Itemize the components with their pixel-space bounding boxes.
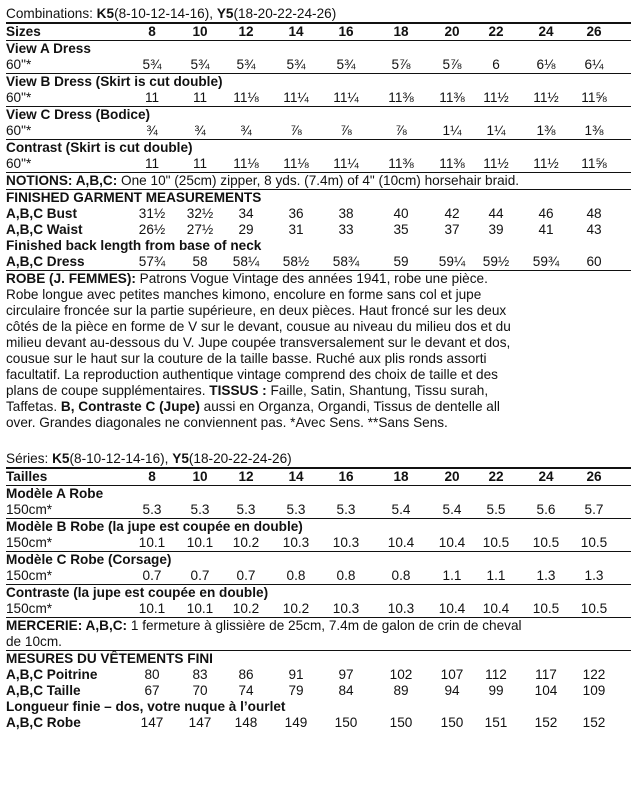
row-value: 91 bbox=[288, 667, 304, 682]
size-column-header: 20 bbox=[444, 24, 460, 39]
yardage-value: ¾ bbox=[146, 123, 158, 138]
yardage-row bbox=[6, 568, 631, 584]
notions-text: One 10" (25cm) zipper, 8 yds. (7.4m) of 4" (10cm) horsehair braid. bbox=[117, 173, 520, 188]
row-value: 58¼ bbox=[232, 254, 260, 269]
yardage-value: 5.6 bbox=[536, 502, 556, 517]
yardage-value: 1.1 bbox=[442, 568, 462, 583]
yardage-value: 5¾ bbox=[142, 57, 162, 72]
size-column-header: 24 bbox=[538, 24, 554, 39]
yardage-value: 1.3 bbox=[584, 568, 604, 583]
description-line bbox=[6, 415, 631, 431]
yardage-value: 11 bbox=[192, 156, 208, 171]
row-value: 48 bbox=[586, 206, 602, 221]
yardage-value: 11⅛ bbox=[283, 156, 309, 171]
yardage-value: 5.7 bbox=[584, 502, 604, 517]
row-value: 148 bbox=[234, 715, 258, 730]
row-value: 89 bbox=[393, 683, 409, 698]
fabric-width: 150cm* bbox=[6, 502, 53, 517]
description-text: milieu devant au-dessous du V. Jupe coupée transversalement sur le devant et dos, bbox=[6, 335, 511, 350]
size-column-header: 16 bbox=[338, 469, 354, 484]
size-column-header: 8 bbox=[148, 469, 156, 484]
size-column-header: 26 bbox=[586, 24, 602, 39]
description-text: Faille, Satin, Shantung, Tissu surah, bbox=[266, 383, 489, 398]
row-value: 38 bbox=[338, 206, 354, 221]
yardage-row bbox=[6, 123, 631, 139]
mercerie-text-cont: de 10cm. bbox=[6, 634, 62, 649]
view-title-line bbox=[6, 140, 631, 156]
row-value: 59¾ bbox=[532, 254, 560, 269]
size-column-header: 10 bbox=[192, 469, 208, 484]
yardage-row bbox=[6, 502, 631, 518]
description-line bbox=[6, 319, 631, 335]
description-line bbox=[6, 351, 631, 367]
finished-measurements-title: MESURES DU VÊTEMENTS FINI bbox=[6, 651, 213, 666]
yardage-value: 5¾ bbox=[190, 57, 210, 72]
description-line bbox=[6, 383, 631, 399]
row-value: 43 bbox=[586, 222, 602, 237]
size-column-header: 18 bbox=[393, 24, 409, 39]
description-bold: B, Contraste C (Jupe) bbox=[60, 399, 200, 414]
view-title: Contraste (la jupe est coupée en double) bbox=[6, 585, 269, 600]
yardage-value: 10.2 bbox=[232, 535, 260, 550]
size-column-header: 26 bbox=[586, 469, 602, 484]
description-text: cousue sur le haut sur la couture de la taille basse. Ruché aux plis ronds assorti bbox=[6, 351, 487, 366]
row-value: 58¾ bbox=[332, 254, 360, 269]
back-length-title: Longueur finie – dos, votre nuque à l’ourlet bbox=[6, 699, 286, 714]
row-value: 70 bbox=[192, 683, 208, 698]
yardage-value: 10.5 bbox=[482, 535, 510, 550]
poitrine-row bbox=[6, 667, 631, 683]
row-value: 37 bbox=[444, 222, 460, 237]
row-value: 152 bbox=[582, 715, 606, 730]
yardage-row bbox=[6, 535, 631, 551]
yardage-value: 5.3 bbox=[286, 502, 306, 517]
yardage-value: 10.1 bbox=[186, 535, 214, 550]
row-value: 74 bbox=[238, 683, 254, 698]
row-value: 151 bbox=[484, 715, 508, 730]
yardage-value: 11⅜ bbox=[439, 156, 465, 171]
row-value: 147 bbox=[140, 715, 164, 730]
yardage-value: 1⅜ bbox=[584, 123, 604, 138]
row-value: 67 bbox=[144, 683, 160, 698]
row-value: 41 bbox=[538, 222, 554, 237]
size-column-header: 16 bbox=[338, 24, 354, 39]
description-text: facultatif. La reproduction authentique vintage comprend des choix de taille et des bbox=[6, 367, 498, 382]
description-text: Taffetas. bbox=[6, 399, 61, 414]
fabric-width: 150cm* bbox=[6, 568, 53, 583]
row-value: 152 bbox=[534, 715, 558, 730]
row-value: 99 bbox=[488, 683, 504, 698]
view-title-line bbox=[6, 107, 631, 123]
yardage-value: 11⅜ bbox=[439, 90, 465, 105]
yardage-value: 11¼ bbox=[333, 156, 359, 171]
yardage-value: 11⅝ bbox=[581, 156, 607, 171]
size-column-header: 18 bbox=[393, 469, 409, 484]
yardage-value: 1¼ bbox=[442, 123, 462, 138]
back-length-line bbox=[6, 238, 631, 254]
description-text: aussi en Organza, Organdi, Tissus de dentelle all bbox=[199, 399, 500, 414]
row-label: A,B,C Bust bbox=[6, 206, 77, 221]
yardage-row bbox=[6, 90, 631, 106]
description-bold: TISSUS : bbox=[209, 383, 267, 398]
view-title-line bbox=[6, 519, 631, 535]
fabric-width: 60"* bbox=[6, 90, 32, 105]
yardage-value: 10.5 bbox=[532, 535, 560, 550]
row-value: 35 bbox=[393, 222, 409, 237]
view-title: Modèle C Robe (Corsage) bbox=[6, 552, 172, 567]
row-value: 44 bbox=[488, 206, 504, 221]
view-title: Modèle B Robe (la jupe est coupée en double) bbox=[6, 519, 303, 534]
english-combinations-line bbox=[6, 6, 631, 22]
yardage-value: ⅞ bbox=[340, 123, 352, 138]
yardage-value: 10.1 bbox=[186, 601, 214, 616]
row-label: A,B,C Dress bbox=[6, 254, 85, 269]
view-title: View A Dress bbox=[6, 41, 91, 56]
fabric-width: 150cm* bbox=[6, 601, 53, 616]
description-text: côtés de la pièce en forme de V sur le devant, cousue au niveau du milieu dos et du bbox=[6, 319, 511, 334]
size-range-k5-sizes: (8-10-12-14-16), bbox=[114, 6, 217, 21]
yardage-value: 10.4 bbox=[438, 535, 466, 550]
dress-length-row bbox=[6, 254, 631, 270]
waist-row bbox=[6, 222, 631, 238]
yardage-value: 0.7 bbox=[190, 568, 210, 583]
size-column-header: 14 bbox=[288, 469, 304, 484]
row-value: 80 bbox=[144, 667, 160, 682]
view-title: View C Dress (Bodice) bbox=[6, 107, 151, 122]
yardage-value: 0.8 bbox=[286, 568, 306, 583]
mercerie-label: MERCERIE: A,B,C: bbox=[6, 618, 128, 633]
yardage-value: 11⅝ bbox=[581, 90, 607, 105]
french-combinations-line bbox=[6, 451, 631, 467]
view-title-line bbox=[6, 552, 631, 568]
size-range-y5-sizes: (18-20-22-24-26) bbox=[188, 451, 292, 466]
yardage-value: 11 bbox=[144, 90, 160, 105]
finished-title-line bbox=[6, 190, 631, 206]
row-value: 83 bbox=[192, 667, 208, 682]
row-value: 33 bbox=[338, 222, 354, 237]
row-value: 150 bbox=[440, 715, 464, 730]
yardage-value: 6 bbox=[492, 57, 500, 72]
view-title-line bbox=[6, 74, 631, 90]
row-value: 102 bbox=[389, 667, 413, 682]
description-line bbox=[6, 287, 631, 303]
row-value: 58½ bbox=[282, 254, 310, 269]
size-column-header: 20 bbox=[444, 469, 460, 484]
yardage-value: 11⅛ bbox=[233, 156, 259, 171]
row-value: 147 bbox=[188, 715, 212, 730]
row-value: 94 bbox=[444, 683, 460, 698]
notions-line bbox=[6, 173, 631, 189]
back-length-title: Finished back length from base of neck bbox=[6, 238, 262, 253]
view-title: Contrast (Skirt is cut double) bbox=[6, 140, 193, 155]
description-line bbox=[6, 399, 631, 415]
size-column-header: 22 bbox=[488, 24, 504, 39]
description-line bbox=[6, 367, 631, 383]
yardage-value: 10.5 bbox=[580, 535, 608, 550]
yardage-value: 11½ bbox=[533, 156, 559, 171]
yardage-value: 11⅛ bbox=[233, 90, 259, 105]
size-range-y5: Y5 bbox=[216, 6, 234, 21]
size-column-header: 8 bbox=[148, 24, 156, 39]
yardage-value: 5¾ bbox=[286, 57, 306, 72]
yardage-value: 10.3 bbox=[332, 601, 360, 616]
row-value: 109 bbox=[582, 683, 606, 698]
description-text: Robe longue avec petites manches kimono, encolure en forme sans col et jupe bbox=[6, 287, 482, 302]
yardage-value: 5⅞ bbox=[391, 57, 411, 72]
yardage-value: 1.1 bbox=[486, 568, 506, 583]
row-value: 84 bbox=[338, 683, 354, 698]
yardage-value: ¾ bbox=[240, 123, 252, 138]
row-value: 122 bbox=[582, 667, 606, 682]
yardage-row bbox=[6, 156, 631, 172]
sizes-header-row bbox=[6, 24, 631, 40]
yardage-value: 5.5 bbox=[486, 502, 506, 517]
row-value: 42 bbox=[444, 206, 460, 221]
yardage-value: 5.3 bbox=[236, 502, 256, 517]
row-value: 46 bbox=[538, 206, 554, 221]
row-value: 97 bbox=[338, 667, 354, 682]
back-length-line bbox=[6, 699, 631, 715]
row-value: 112 bbox=[485, 667, 507, 682]
yardage-value: 10.4 bbox=[482, 601, 510, 616]
finished-title-line bbox=[6, 651, 631, 667]
yardage-row bbox=[6, 57, 631, 73]
yardage-value: 6⅛ bbox=[536, 57, 556, 72]
yardage-value: ¾ bbox=[194, 123, 206, 138]
yardage-value: 11½ bbox=[483, 90, 509, 105]
bust-row bbox=[6, 206, 631, 222]
yardage-value: 5.3 bbox=[336, 502, 356, 517]
robe-length-row bbox=[6, 715, 631, 731]
yardage-value: 1⅜ bbox=[536, 123, 556, 138]
yardage-value: 10.1 bbox=[138, 601, 166, 616]
notions-label: NOTIONS: A,B,C: bbox=[6, 173, 118, 188]
yardage-value: 11 bbox=[144, 156, 160, 171]
sizes-label: Sizes bbox=[6, 24, 41, 39]
view-title: Modèle A Robe bbox=[6, 486, 104, 501]
yardage-value: ⅞ bbox=[290, 123, 302, 138]
finished-measurements-title: FINISHED GARMENT MEASUREMENTS bbox=[6, 190, 262, 205]
yardage-value: 10.4 bbox=[387, 535, 415, 550]
yardage-value: 11⅜ bbox=[388, 156, 414, 171]
yardage-value: 10.3 bbox=[387, 601, 415, 616]
yardage-value: 5¾ bbox=[236, 57, 256, 72]
yardage-value: 10.2 bbox=[282, 601, 310, 616]
row-value: 57¾ bbox=[138, 254, 166, 269]
size-range-k5: K5 bbox=[96, 6, 115, 21]
size-column-header: 12 bbox=[238, 469, 254, 484]
row-value: 39 bbox=[488, 222, 504, 237]
yardage-value: 0.8 bbox=[391, 568, 411, 583]
yardage-value: 5.4 bbox=[391, 502, 411, 517]
row-value: 32½ bbox=[186, 206, 214, 221]
yardage-value: 0.7 bbox=[236, 568, 256, 583]
row-value: 59½ bbox=[482, 254, 510, 269]
yardage-value: 10.3 bbox=[282, 535, 310, 550]
yardage-value: 0.7 bbox=[142, 568, 162, 583]
row-value: 40 bbox=[393, 206, 409, 221]
yardage-value: 5.4 bbox=[442, 502, 462, 517]
yardage-value: 11 bbox=[192, 90, 208, 105]
row-value: 79 bbox=[288, 683, 304, 698]
yardage-value: 10.2 bbox=[232, 601, 260, 616]
yardage-value: 5.3 bbox=[142, 502, 162, 517]
mercerie-line-2 bbox=[6, 634, 631, 650]
view-title-line bbox=[6, 585, 631, 601]
row-value: 34 bbox=[238, 206, 254, 221]
yardage-value: 6¼ bbox=[584, 57, 604, 72]
description-line bbox=[6, 335, 631, 351]
mercerie-line bbox=[6, 618, 631, 634]
row-value: 104 bbox=[534, 683, 558, 698]
row-value: 36 bbox=[288, 206, 304, 221]
fabric-width: 60"* bbox=[6, 156, 32, 171]
row-value: 149 bbox=[284, 715, 308, 730]
yardage-value: 10.1 bbox=[138, 535, 166, 550]
yardage-value: 11⅜ bbox=[388, 90, 414, 105]
row-value: 58 bbox=[192, 254, 208, 269]
yardage-value: 10.4 bbox=[438, 601, 466, 616]
description-line bbox=[6, 303, 631, 319]
yardage-value: 1.3 bbox=[536, 568, 556, 583]
yardage-value: 5⅞ bbox=[442, 57, 462, 72]
size-range-y5-sizes: (18-20-22-24-26) bbox=[233, 6, 337, 21]
size-range-k5: K5 bbox=[52, 451, 70, 466]
size-range-k5-sizes: (8-10-12-14-16), bbox=[69, 451, 173, 466]
row-label: A,B,C Poitrine bbox=[6, 667, 98, 682]
yardage-value: 10.5 bbox=[532, 601, 560, 616]
yardage-value: 5¾ bbox=[336, 57, 356, 72]
size-column-header: 24 bbox=[538, 469, 554, 484]
row-value: 59 bbox=[393, 254, 409, 269]
size-column-header: 14 bbox=[288, 24, 304, 39]
yardage-value: 11½ bbox=[533, 90, 559, 105]
row-value: 117 bbox=[535, 667, 557, 682]
sizes-label: Tailles bbox=[6, 469, 48, 484]
fabric-width: 150cm* bbox=[6, 535, 53, 550]
description-text: over. Grandes diagonales ne conviennent pas. *Avec Sens. **Sans Sens. bbox=[6, 415, 448, 430]
row-value: 60 bbox=[586, 254, 602, 269]
row-value: 26½ bbox=[138, 222, 166, 237]
yardage-value: 1¼ bbox=[486, 123, 506, 138]
description-bold: ROBE (J. FEMMES): bbox=[6, 271, 136, 286]
size-column-header: 22 bbox=[488, 469, 504, 484]
row-value: 31½ bbox=[138, 206, 166, 221]
yardage-row bbox=[6, 601, 631, 617]
row-value: 86 bbox=[238, 667, 254, 682]
size-range-y5: Y5 bbox=[172, 451, 189, 466]
size-column-header: 12 bbox=[238, 24, 254, 39]
view-title-line bbox=[6, 486, 631, 502]
row-value: 27½ bbox=[186, 222, 214, 237]
row-label: A,B,C Taille bbox=[6, 683, 81, 698]
sizes-header-row bbox=[6, 469, 631, 485]
description-text: plans de coupe supplémentaires. bbox=[6, 383, 210, 398]
mercerie-text: 1 fermeture à glissière de 25cm, 7.4m de galon de crin de cheval bbox=[127, 618, 522, 633]
row-value: 107 bbox=[440, 667, 464, 682]
view-title: View B Dress (Skirt is cut double) bbox=[6, 74, 223, 89]
description-line bbox=[6, 271, 631, 287]
row-value: 29 bbox=[238, 222, 254, 237]
fabric-width: 60"* bbox=[6, 57, 32, 72]
yardage-value: ⅞ bbox=[395, 123, 407, 138]
row-value: 31 bbox=[288, 222, 304, 237]
row-label: A,B,C Robe bbox=[6, 715, 81, 730]
view-title-line bbox=[6, 41, 631, 57]
yardage-value: 10.5 bbox=[580, 601, 608, 616]
size-column-header: 10 bbox=[192, 24, 208, 39]
combinations-label: Combinations: bbox=[6, 6, 97, 21]
yardage-value: 10.3 bbox=[332, 535, 360, 550]
yardage-value: 11½ bbox=[483, 156, 509, 171]
spacer bbox=[6, 431, 631, 451]
series-label: Séries: bbox=[6, 451, 53, 466]
yardage-value: 5.3 bbox=[190, 502, 210, 517]
taille-row bbox=[6, 683, 631, 699]
row-value: 150 bbox=[389, 715, 413, 730]
fabric-width: 60"* bbox=[6, 123, 32, 138]
row-value: 150 bbox=[334, 715, 358, 730]
yardage-value: 11¼ bbox=[283, 90, 309, 105]
description-text: circulaire froncée sur la partie supérieure, en deux pièces. Haut froncé sur les deux bbox=[6, 303, 507, 318]
description-text: Patrons Vogue Vintage des années 1941, robe une pièce. bbox=[135, 271, 488, 286]
yardage-value: 0.8 bbox=[336, 568, 356, 583]
yardage-value: 11¼ bbox=[333, 90, 359, 105]
row-value: 59¼ bbox=[438, 254, 466, 269]
row-label: A,B,C Waist bbox=[6, 222, 83, 237]
